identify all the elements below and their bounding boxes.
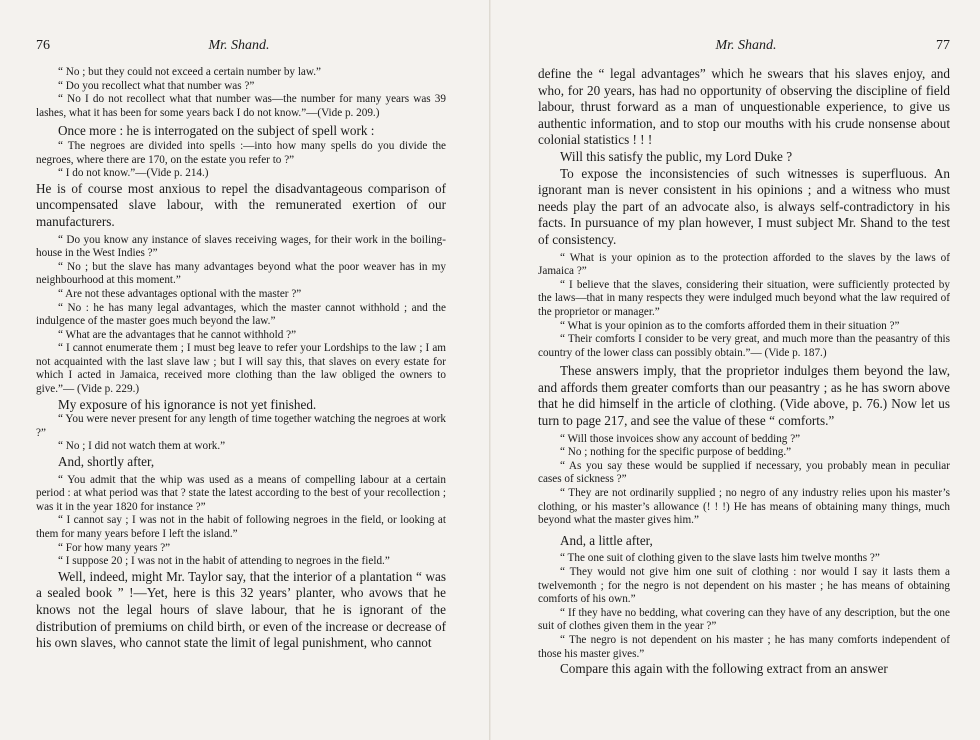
- paragraph: “ Do you recollect what that number was ?”: [58, 79, 255, 92]
- paragraph: “ I believe that the slaves, considering their situation, were sufficiently protected by the laws—that in many respects they were indulged much beyond what the law required of the proprietor or manager.”: [538, 278, 950, 318]
- paragraph: “ They are not ordinarily supplied ; no negro of any industry relies upon his master’s clothing, or his master’s allowance (! ! !) He has means of obtaining many things, much beyond what the master gives him.”: [538, 487, 950, 527]
- left-running-head: Mr. Shand.: [208, 38, 270, 53]
- paragraph: “ No ; but they could not exceed a certain number by law.”: [58, 66, 322, 78]
- right-page: [490, 0, 980, 740]
- paragraph: “ I cannot say ; I was not in the habit of following negroes in the field, or looking at them for many years before I left the island.”: [36, 514, 446, 540]
- paragraph: “ As you say these would be supplied if necessary, you probably mean in peculiar cases of sickness ?”: [538, 459, 950, 486]
- paragraph: He is of course most anxious to repel the disadvantageous comparison of uncompensated slave labour, with the remunerated exertion of our manufacturers.: [36, 180, 446, 229]
- paragraph: To expose the inconsistencies of such witnesses is superfluous. An ignorant man is never consistent in his opinions ; and a witness who must needs play the part of an advocate also, is always self-contradictory in his facts. In pursuance of my plan however, I must subject Mr. Shand to the test of consistency.: [538, 165, 950, 247]
- paragraph: “ If they have no bedding, what covering can they have of any description, but the one suit of clothes given them in the year ?”: [538, 606, 950, 633]
- paragraph: “ Do you know any instance of slaves receiving wages, for their work in the boiling-house in the West Indies ?”: [36, 233, 446, 260]
- paragraph: “ What is your opinion as to the protection afforded to the slaves by the laws of Jamaica ?”: [538, 251, 950, 278]
- right-page-header: [538, 38, 950, 58]
- left-page-number: 76: [36, 38, 50, 53]
- paragraph: And, shortly after,: [58, 454, 155, 470]
- paragraph: “ The negroes are divided into spells :—into how many spells do you divide the negroes, where there are 170, on the estate you refer to ?”: [36, 139, 446, 166]
- paragraph: “ I cannot enumerate them ; I must beg leave to refer your Lordships to the law ; I am not acquainted with the last slave law ; but I will say this, that slaves on every estate for which I acted in Jamaica, received more clothing than the law obliged the owners to give.”— (Vide p. 229.): [36, 342, 446, 396]
- paragraph: “ No : he has many legal advantages, which the master cannot withhold ; and the indulgence of the master goes much beyond the law.”: [36, 301, 446, 328]
- paragraph: “ Will those invoices show any account of bedding ?”: [560, 432, 801, 445]
- paragraph: “ No ; but the slave has many advantages beyond what the poor weaver has in my neighbourhood at this moment.”: [36, 260, 446, 287]
- right-page-number: 77: [936, 38, 950, 53]
- paragraph: “ No I do not recollect what that number was—the number for many years was 39 lashes, what it has been for some years back I do not know.”—(Vide p. 209.): [36, 93, 446, 119]
- right-page-body: [538, 66, 950, 678]
- right-running-head: Mr. Shand.: [715, 38, 777, 53]
- paragraph: “ They would not give him one suit of clothing : nor would I say it lasts them a twelvemonth ; for the negro is not dependent on his master ; he has means of obtaining comforts of his own.”: [538, 566, 950, 606]
- left-page-body: [36, 66, 446, 652]
- paragraph: Once more : he is interrogated on the subject of spell work :: [58, 123, 375, 139]
- paragraph: These answers imply, that the proprietor indulges them beyond the law, and affords them greater comforts than our peasantry ; as he has sworn above that he did himself in the article of clothing. (Vide above, p. 76.) Now let us turn to page 217, and see the value of these “ comforts.”: [538, 363, 950, 429]
- paragraph: “ You were never present for any length of time together watching the negroes at work ?”: [36, 413, 446, 439]
- paragraph: “ Are not these advantages optional with the master ?”: [58, 287, 302, 300]
- paragraph: Compare this again with the following extract from an answer: [560, 661, 888, 677]
- paragraph: “ Their comforts I consider to be very great, and much more than the peasantry of this country of the lower class can possibly obtain.”— (Vide p. 187.): [538, 333, 950, 359]
- paragraph: “ What are the advantages that he cannot withhold ?”: [58, 328, 297, 341]
- paragraph: Well, indeed, might Mr. Taylor say, that the interior of a plantation “ was a sealed book ” !—Yet, here is this 32 years’ planter, who avows that he knows not the legal hours of slave labour, that he is ignorant of the distribution of premiums on child birth, or even of the increase or decrease of his own slaves, who cannot state the limit of legal punishment, who cannot: [36, 568, 446, 651]
- paragraph: My exposure of his ignorance is not yet finished.: [58, 396, 317, 412]
- paragraph: And, a little after,: [560, 532, 653, 548]
- paragraph: “ For how many years ?”: [58, 541, 171, 554]
- paragraph: define the “ legal advantages” which he swears that his slaves enjoy, and who, for 20 years, has had no opportunity of observing the discipline of field labour, thrust forward as a man of unquestionable experience, to give us authentic information, and to stop our mouths with his crude nonsense about colonial statistics ! ! !: [538, 66, 950, 148]
- paragraph: “ I suppose 20 ; I was not in the habit of attending to negroes in the field.”: [58, 555, 390, 568]
- paragraph: “ No ; I did not watch them at work.”: [58, 440, 226, 453]
- paragraph: “ What is your opinion as to the comforts afforded them in their situation ?”: [560, 319, 900, 332]
- paragraph: “ The negro is not dependent on his master ; he has many comforts independent of those his master gives.”: [538, 633, 950, 660]
- paragraph: “ You admit that the whip was used as a means of compelling labour at a certain period : at what period was that ? state the latest according to the best of your recollection ; was it in the year 1820 for instance ?”: [36, 473, 446, 513]
- paragraph: “ The one suit of clothing given to the slave lasts him twelve months ?”: [560, 552, 880, 565]
- paragraph: Will this satisfy the public, my Lord Duke ?: [560, 148, 793, 164]
- paragraph: “ No ; nothing for the specific purpose of bedding.”: [560, 446, 792, 459]
- left-page-header: [36, 38, 446, 58]
- paragraph: “ I do not know.”—(Vide p. 214.): [58, 167, 209, 180]
